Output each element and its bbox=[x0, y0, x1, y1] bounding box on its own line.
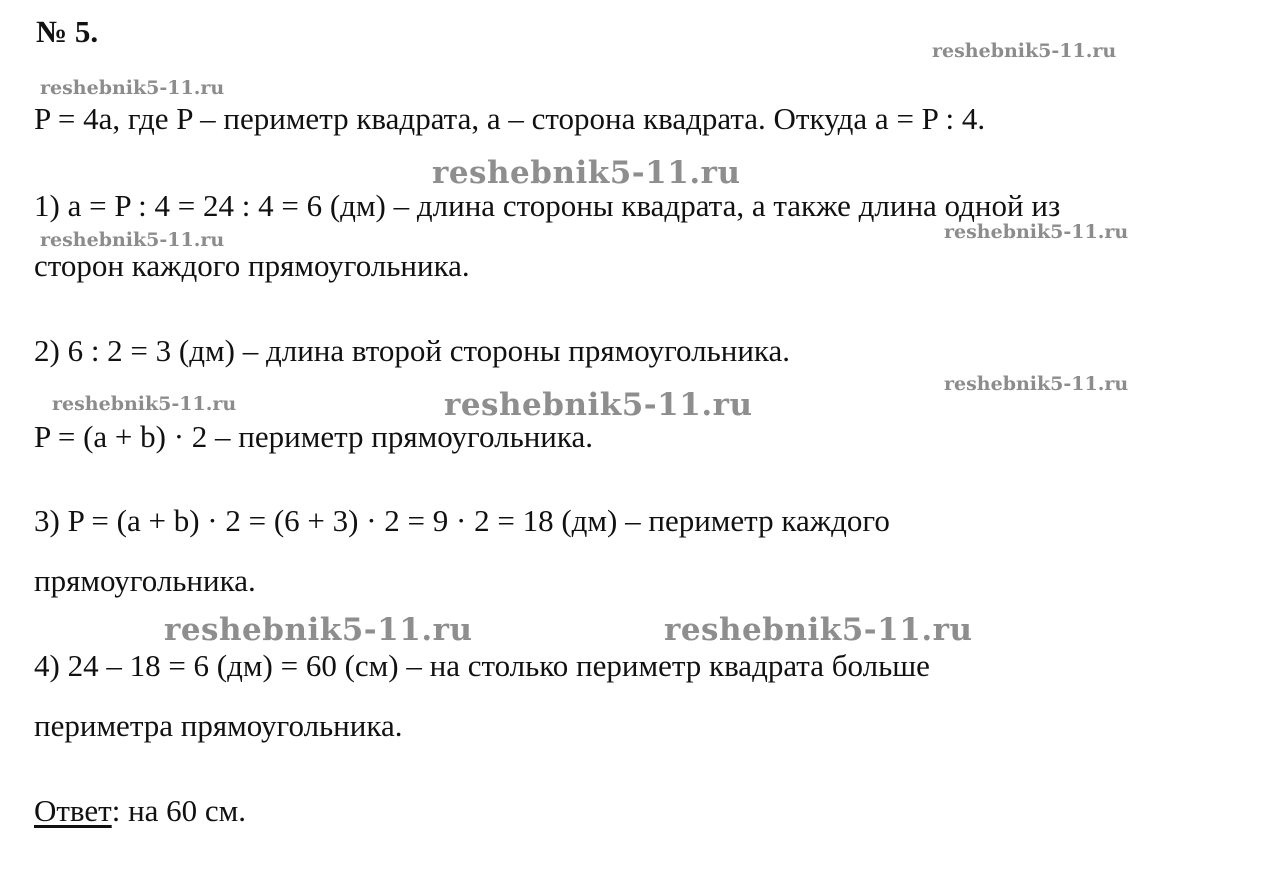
answer-line bbox=[34, 793, 246, 829]
answer-label: Ответ bbox=[34, 793, 112, 828]
step-4-line: 4) 24 – 18 = 6 (дм) = 60 (см) – на столько периметр квадрата больше bbox=[34, 648, 930, 683]
step-1-line: 1) a = P : 4 = 24 : 4 = 6 (дм) – длина стороны квадрата, а также длина одной из bbox=[34, 188, 1061, 223]
problem-title: № 5. bbox=[36, 14, 99, 49]
watermark: reshebnik5-11.ru bbox=[164, 612, 473, 648]
watermark: reshebnik5-11.ru bbox=[664, 612, 973, 648]
watermark: reshebnik5-11.ru bbox=[944, 373, 1129, 395]
step-3-line: 3) P = (a + b) · 2 = (6 + 3) · 2 = 9 · 2 = 18 (дм) – периметр каждого bbox=[34, 503, 890, 538]
rectangle-perimeter-formula: P = (a + b) · 2 – периметр прямоугольника. bbox=[34, 419, 593, 454]
answer-text: : на 60 см. bbox=[111, 793, 247, 828]
watermark: reshebnik5-11.ru bbox=[444, 387, 753, 423]
step-2-line: 2) 6 : 2 = 3 (дм) – длина второй стороны прямоугольника. bbox=[34, 333, 791, 368]
step-4-continuation: периметра прямоугольника. bbox=[34, 708, 403, 743]
watermark: reshebnik5-11.ru bbox=[932, 40, 1117, 62]
watermark: reshebnik5-11.ru bbox=[40, 229, 225, 251]
watermark: reshebnik5-11.ru bbox=[944, 221, 1129, 243]
watermark: reshebnik5-11.ru bbox=[40, 77, 225, 99]
step-1-continuation: сторон каждого прямоугольника. bbox=[34, 248, 470, 283]
watermark: reshebnik5-11.ru bbox=[432, 155, 741, 191]
step-3-continuation: прямоугольника. bbox=[34, 563, 256, 598]
watermark: reshebnik5-11.ru bbox=[52, 393, 237, 415]
formula-line: P = 4a, где P – периметр квадрата, a – сторона квадрата. Откуда a = P : 4. bbox=[34, 101, 986, 136]
